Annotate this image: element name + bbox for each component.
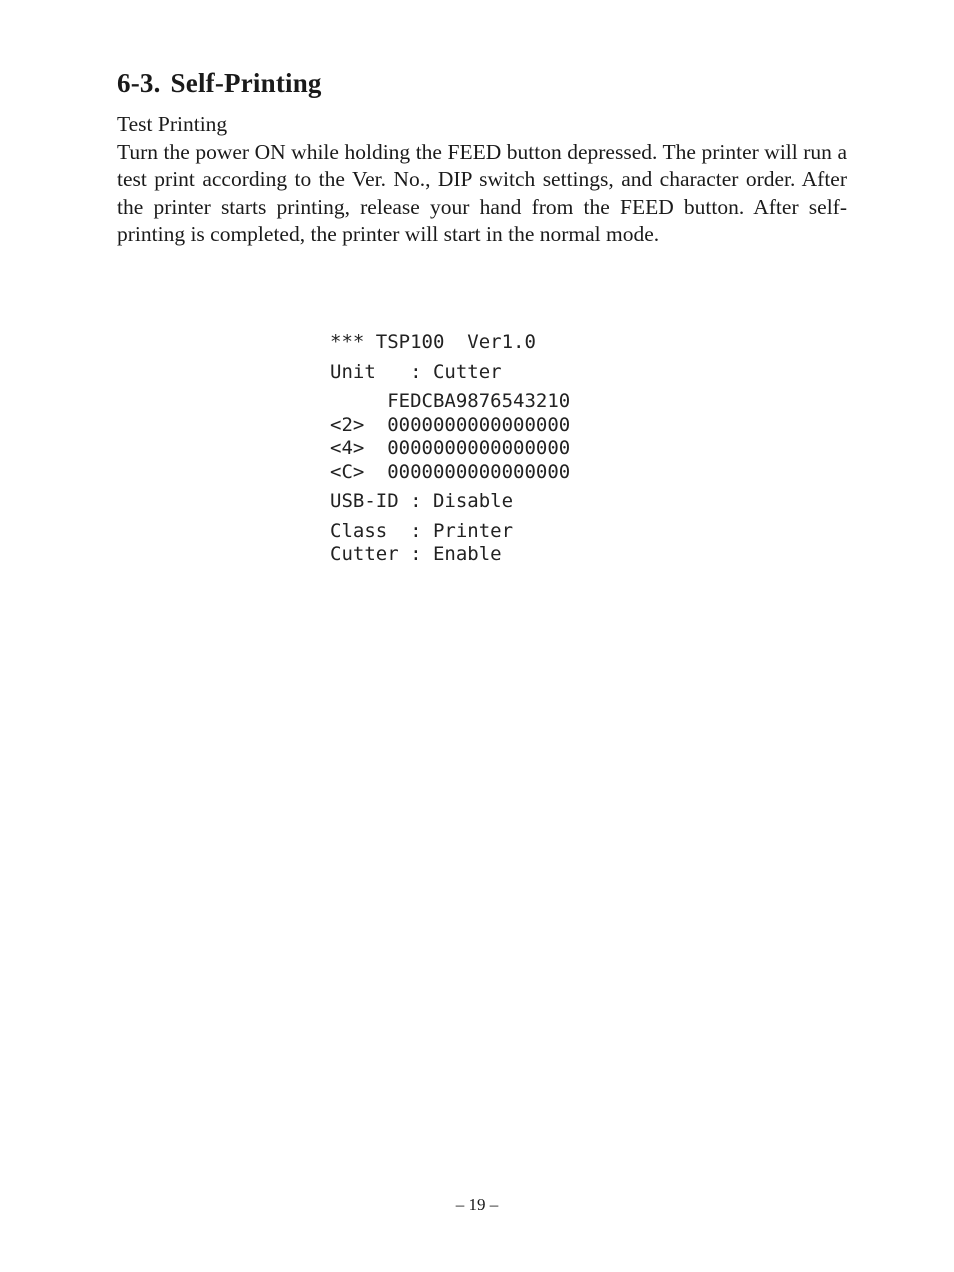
printout-dip-header: FEDCBA9876543210	[330, 390, 571, 412]
subheading: Test Printing	[117, 112, 228, 136]
printout-class: Class : Printer	[330, 519, 514, 542]
printout-usb-id: USB-ID : Disable	[330, 490, 514, 512]
printout-dip-c: <C> 0000000000000000	[330, 460, 571, 483]
body-text	[117, 111, 847, 249]
section-heading	[117, 66, 322, 100]
printout-header: *** TSP100 Ver1.0	[330, 331, 536, 353]
instruction-paragraph: Turn the power ON while holding the FEED button depressed. The printer will run a test print according to the Ver. No., DIP switch settings, and character order. After the printer starts printing, release your hand from the FEED button. After self-printing is completed, the printer will start in the normal mode.	[117, 139, 847, 246]
section-number: 6-3.	[117, 68, 161, 98]
page-number: – 19 –	[455, 1195, 499, 1214]
printout-unit: Unit : Cutter	[330, 360, 502, 383]
printout-dip-2: <2> 0000000000000000	[330, 413, 571, 436]
section-title: Self-Printing	[170, 68, 322, 98]
sample-printout	[330, 331, 570, 567]
printout-dip-4: <4> 0000000000000000	[330, 437, 571, 459]
printout-cutter: Cutter : Enable	[330, 543, 502, 565]
